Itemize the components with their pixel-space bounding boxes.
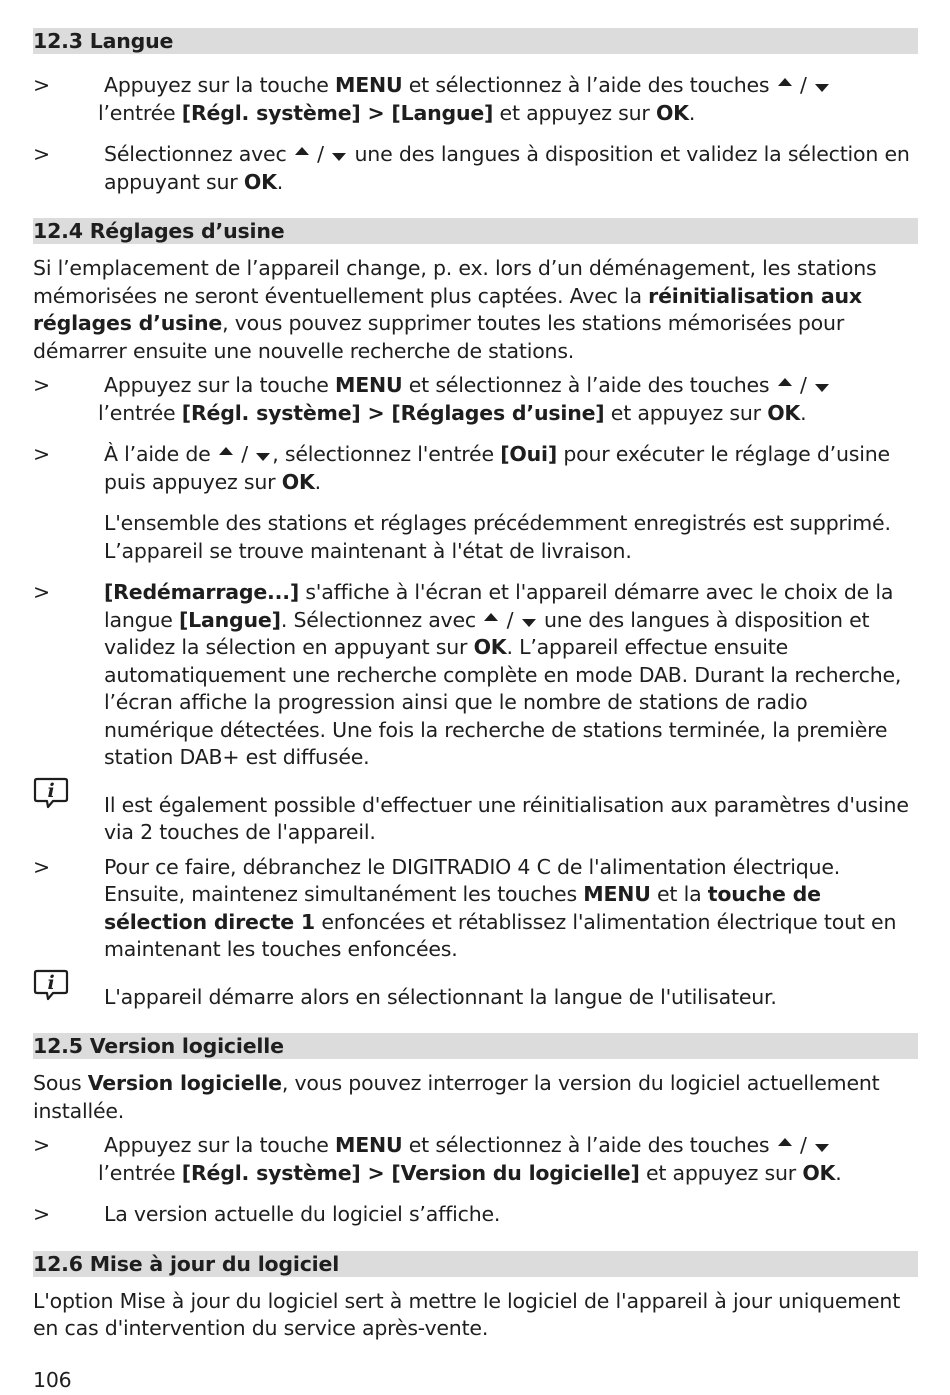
intro-reglages-usine: Si l’emplacement de l’appareil change, p. ex. lors d’un déménagement, les stations mémorisées ne seront éventuellement plus captées. Avec la réinitialisation aux réglages d’usine, vous pouvez supprimer toutes les stations mémorisées pour démarrer ensuite une nouvelle recherche de stations. [33,256,877,363]
page-number: 106 [33,1368,72,1392]
section-heading-version-logicielle: 12.5 Version logicielle [33,1033,918,1059]
arrow-up-icon [778,1138,792,1146]
svg-text:i: i [47,779,55,802]
section-heading-reglages-usine: 12.4 Réglages d’usine [33,218,918,244]
step-marker: > [33,73,50,97]
arrow-down-icon [256,453,270,461]
intro-version-logicielle: Sous Version logicielle, vous pouvez interroger la version du logiciel actuellement installée. [33,1071,880,1123]
step-marker: > [33,1133,50,1157]
arrow-down-icon [332,153,346,161]
step-usine-2-result: L'ensemble des stations et réglages précédemment enregistrés est supprimé. L’appareil se trouve maintenant à l'état de livraison. [104,511,891,563]
info-icon [33,776,69,810]
step-marker: > [33,854,50,879]
info-icon [33,968,69,1002]
arrow-up-icon [778,378,792,386]
step-marker: > [33,373,50,397]
arrow-up-icon [778,78,792,86]
arrow-up-icon [219,447,233,455]
arrow-down-icon [522,619,536,627]
step-version-2: > La version actuelle du logiciel s’affiche. [33,1201,918,1229]
arrow-down-icon [815,84,829,92]
step-marker: > [33,1202,50,1226]
arrow-down-icon [815,384,829,392]
section-heading-mise-a-jour: 12.6 Mise à jour du logiciel [33,1251,918,1277]
svg-text:i: i [47,971,55,994]
step-langue-1: > Appuyez sur la touche MENU et sélectionnez à l’aide des touches / l’entrée [Régl. système] > [Langue] et appuyez sur OK. [33,72,918,127]
step-marker: > [33,142,50,166]
manual-page [33,28,918,1343]
step-marker: > [33,442,50,466]
step-usine-3: > [Redémarrage...] s'affiche à l'écran et l'appareil démarre avec le choix de la langue [Langue]. Sélectionnez avec / une des langues à disposition et validez la sélection en appuyant sur OK. L’appareil effectue ensuite automatiquement une recherche complète en mode DAB. Durant la recherche, l’écran affiche la progression ainsi que le nombre de stations de radio numérique détectées. Une fois la recherche de stations terminée, la première station DAB+ est diffusée. [33,580,902,769]
step-langue-2: > Sélectionnez avec / une des langues à disposition et validez la sélection en appuyant sur OK. [33,142,910,194]
step-usine-2: > À l’aide de / , sélectionnez l'entrée [Oui] pour exécuter le réglage d’usine puis appuyez sur OK. [33,442,890,494]
step-marker: > [33,580,50,604]
section-heading-langue: 12.3 Langue [33,28,918,54]
info-note-2: i L'appareil démarre alors en sélectionnant la langue de l'utilisateur. [33,984,918,1012]
step-usine-1: > Appuyez sur la touche MENU et sélectionnez à l’aide des touches / l’entrée [Régl. système] > [Réglages d’usine] et appuyez sur OK. [33,372,918,427]
arrow-up-icon [295,147,309,155]
info-note-1: i Il est également possible d'effectuer une réinitialisation aux paramètres d'usine via 2 touches de l'appareil. [33,792,918,847]
arrow-up-icon [484,613,498,621]
arrow-down-icon [815,1144,829,1152]
step-usine-4: > Pour ce faire, débranchez le DIGITRADIO 4 C de l'alimentation électrique. Ensuite, maintenez simultanément les touches MENU et la touche de sélection directe 1 enfoncées et rétablissez l'alimentation électrique tout en maintenant les touches enfoncées. [33,854,897,961]
intro-mise-a-jour: L'option Mise à jour du logiciel sert à mettre le logiciel de l'appareil à jour uniquement en cas d'intervention du service après-vente. [33,1288,901,1340]
step-version-1: > Appuyez sur la touche MENU et sélectionnez à l’aide des touches / l’entrée [Régl. système] > [Version du logicielle] et appuyez sur OK. [33,1133,842,1185]
